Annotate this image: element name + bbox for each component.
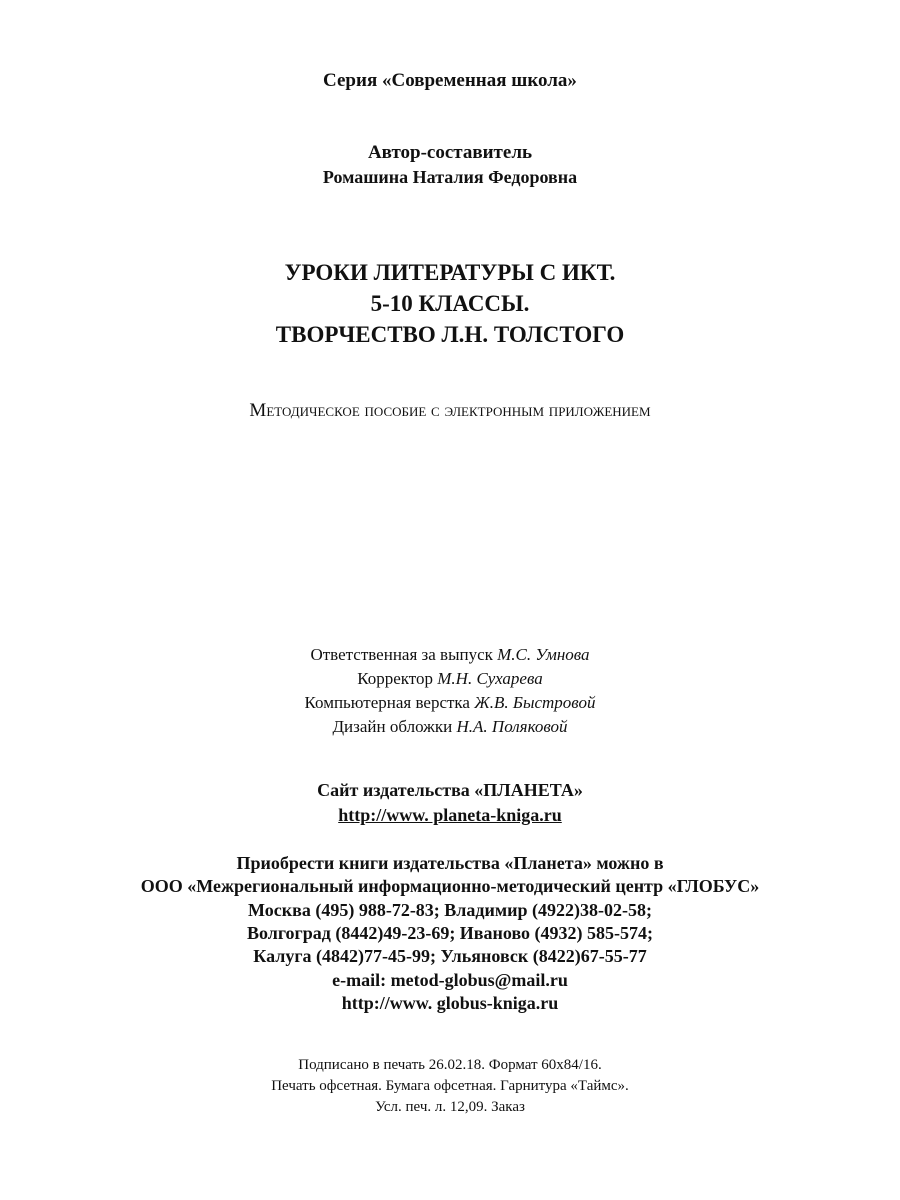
author-name: Ромашина Наталия Федоровна bbox=[322, 167, 578, 187]
credit-line bbox=[0, 717, 900, 737]
distribution-email[interactable]: e-mail: metod-globus@mail.ru bbox=[332, 970, 568, 990]
publisher-site-link[interactable]: http://www. planeta-kniga.ru bbox=[338, 805, 562, 825]
book-title-line-1: УРОКИ ЛИТЕРАТУРЫ С ИКТ. bbox=[284, 260, 616, 285]
credit-name: Н.А. Поляковой bbox=[456, 717, 568, 736]
distribution-line: Волгоград (8442)49-23-69; Иваново (4932) 585-574; bbox=[246, 923, 654, 943]
book-subtitle: Методическое пособие с электронным приложением bbox=[249, 400, 651, 421]
imprint-line: Подписано в печать 26.02.18. Формат 60х84/16. bbox=[298, 1057, 602, 1073]
credit-line bbox=[0, 669, 900, 689]
imprint-line: Усл. печ. л. 12,09. Заказ bbox=[375, 1099, 525, 1115]
distribution-line: Москва (495) 988-72-83; Владимир (4922)38-02-58; bbox=[248, 900, 652, 920]
credit-name: М.С. Умнова bbox=[497, 645, 590, 664]
author-label: Автор-составитель bbox=[367, 142, 533, 163]
credit-line bbox=[0, 645, 900, 665]
credit-role: Компьютерная верстка bbox=[304, 693, 470, 712]
imprint-line: Печать офсетная. Бумага офсетная. Гарнитура «Таймс». bbox=[271, 1078, 629, 1094]
series-name: Серия «Современная школа» bbox=[323, 70, 577, 91]
publisher-site-label: Сайт издательства «ПЛАНЕТА» bbox=[317, 780, 583, 800]
credit-line bbox=[0, 693, 900, 713]
credit-name: Ж.В. Быстровой bbox=[474, 693, 596, 712]
credit-role: Корректор bbox=[357, 669, 434, 688]
book-title-line-3: ТВОРЧЕСТВО Л.Н. ТОЛСТОГО bbox=[275, 322, 625, 347]
distribution-website[interactable]: http://www. globus-kniga.ru bbox=[341, 993, 559, 1013]
credit-name: М.Н. Сухарева bbox=[437, 669, 543, 688]
credit-role: Дизайн обложки bbox=[332, 717, 453, 736]
distribution-line: Приобрести книги издательства «Планета» можно в bbox=[236, 853, 664, 873]
distribution-line: ООО «Межрегиональный информационно-методический центр «ГЛОБУС» bbox=[140, 876, 760, 896]
book-title-line-2: 5-10 КЛАССЫ. bbox=[370, 291, 530, 316]
distribution-line: Калуга (4842)77-45-99; Ульяновск (8422)67-55-77 bbox=[253, 946, 647, 966]
credit-role: Ответственная за выпуск bbox=[310, 645, 493, 664]
